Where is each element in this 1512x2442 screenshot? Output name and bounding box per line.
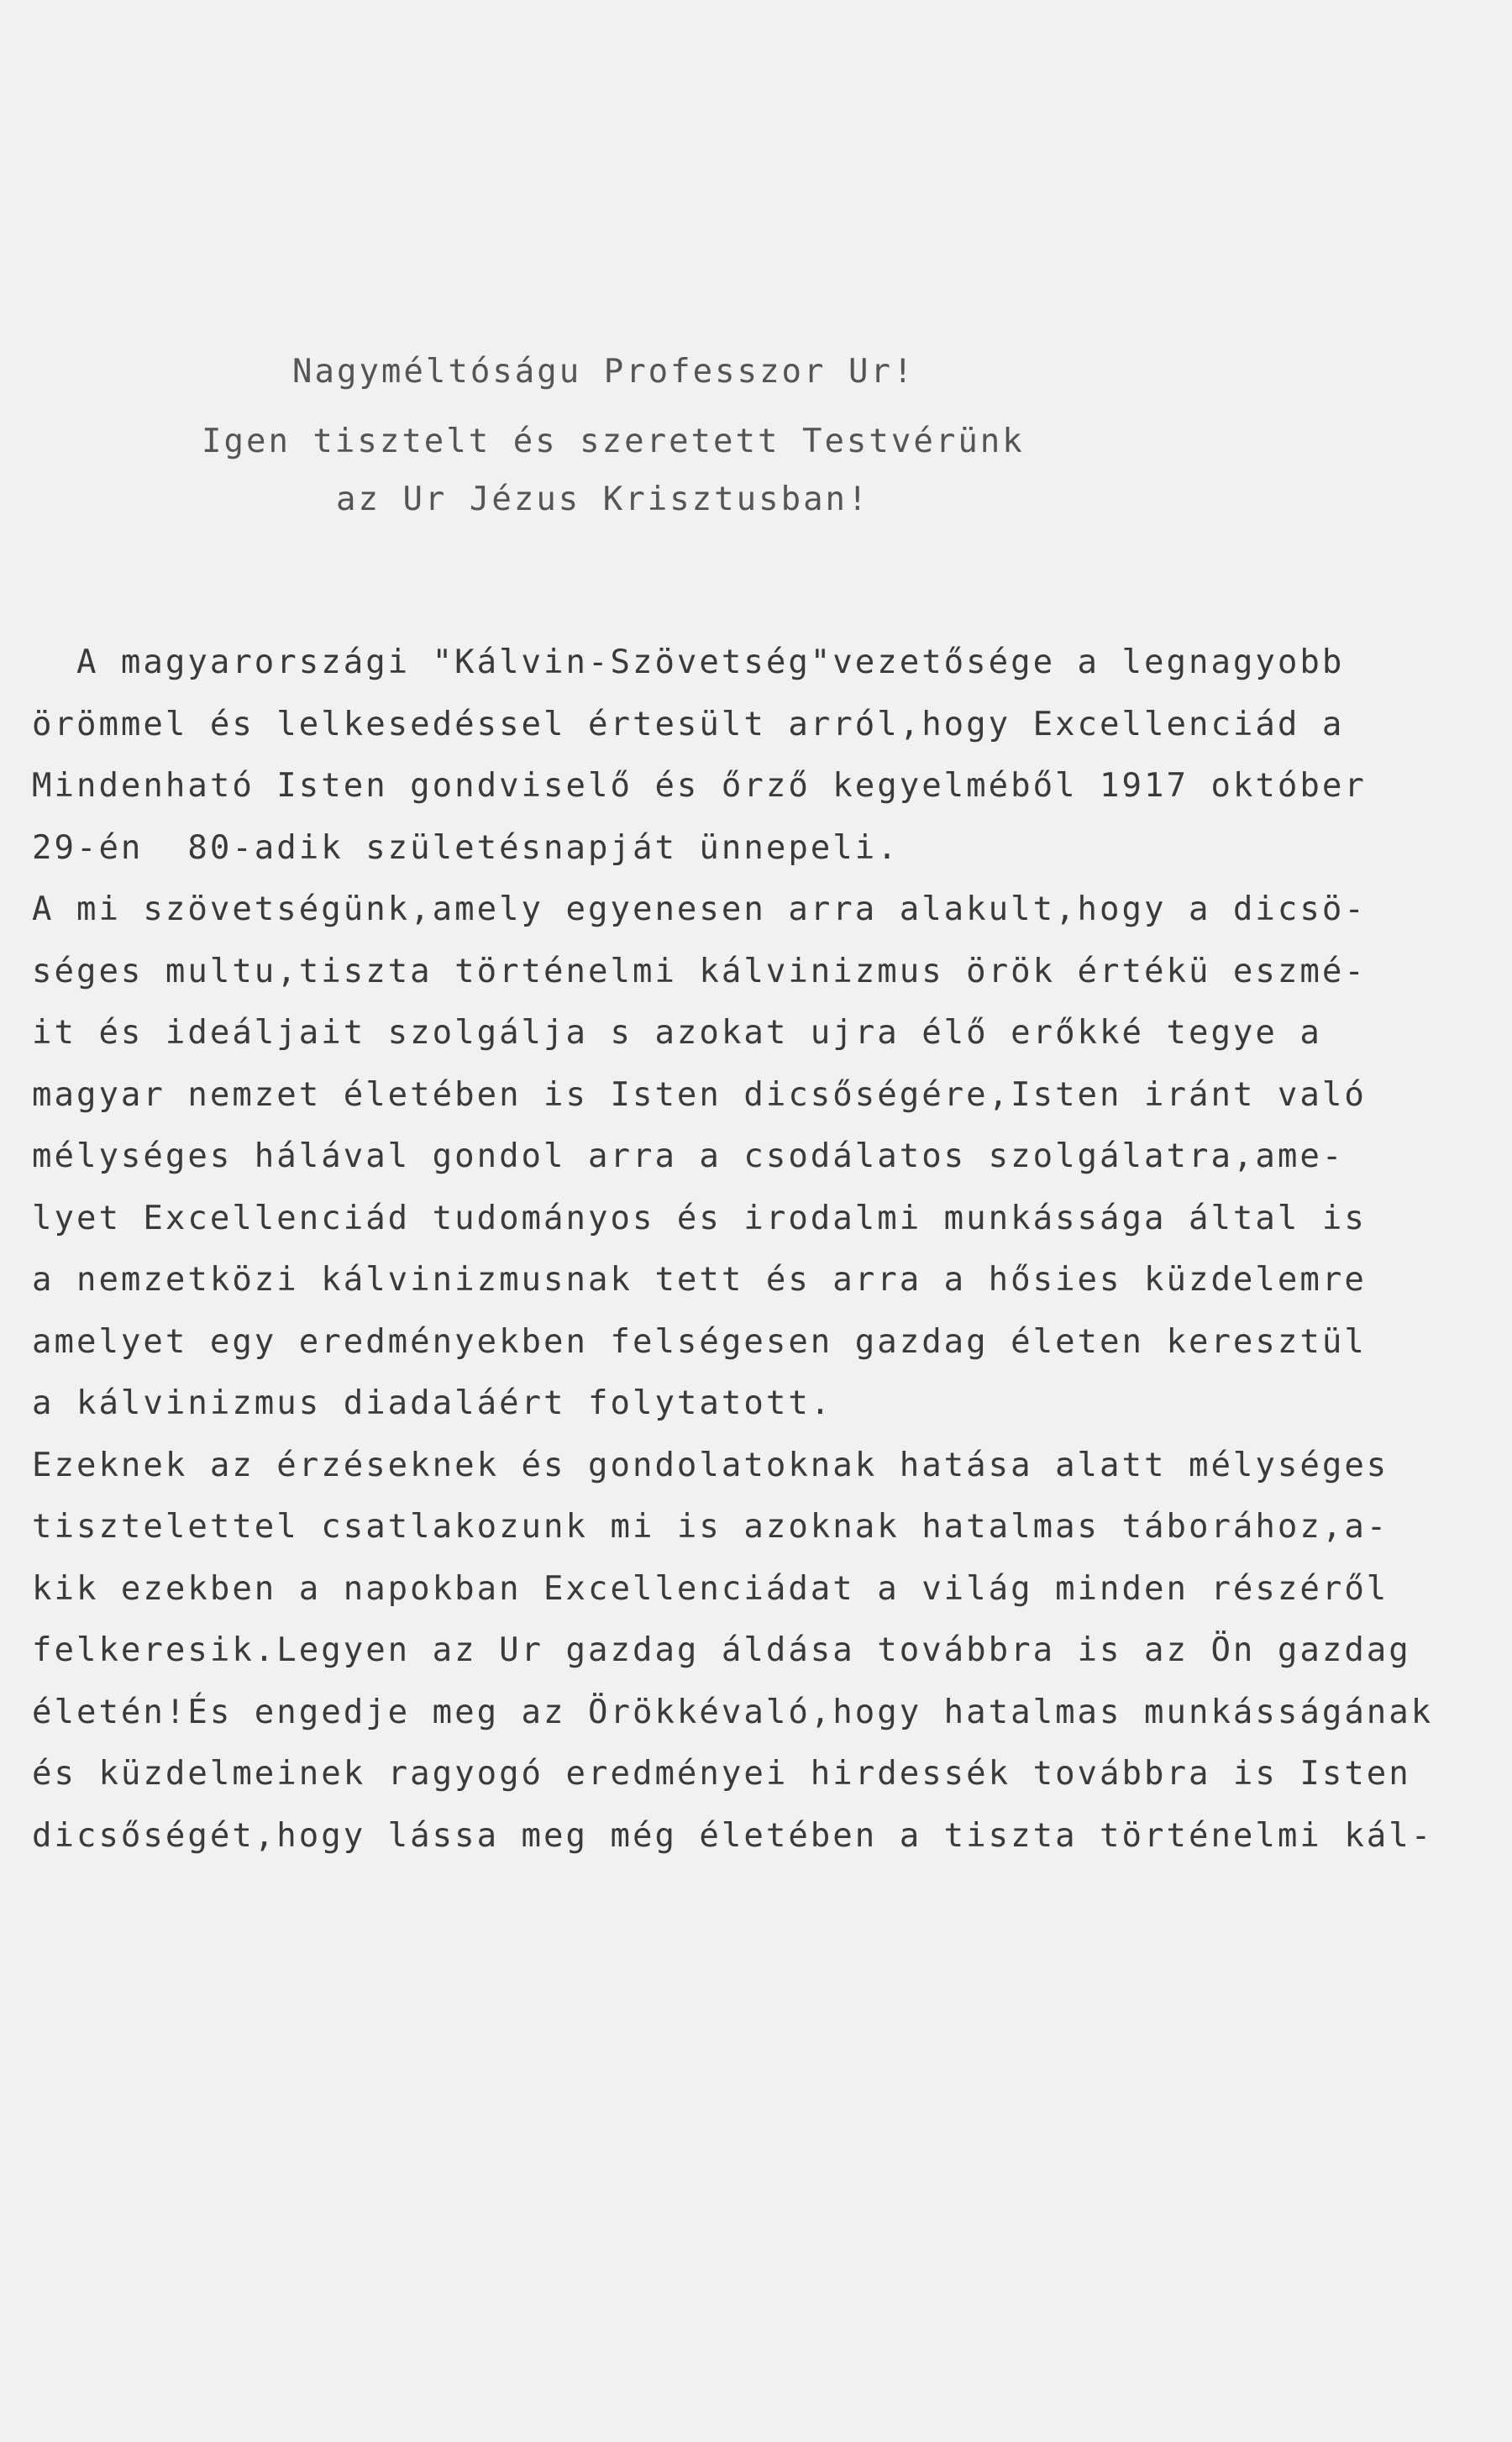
salutation-line: Nagyméltóságu Professzor Ur! xyxy=(292,353,916,391)
body-line: örömmel és lelkesedéssel értesült arról,hogy Excellenciád a xyxy=(32,705,1345,743)
body-line: Mindenható Isten gondviselő és őrző kegyelméből 1917 október xyxy=(32,767,1367,805)
body-line: Ezeknek az érzéseknek és gondolatoknak hatása alatt mélységes xyxy=(32,1446,1389,1484)
body-line: séges multu,tiszta történelmi kálvinizmus örök értékü eszmé- xyxy=(32,952,1367,990)
body-line: 29-én 80-adik születésnapját ünnepeli. xyxy=(32,828,900,867)
salutation-line: az Ur Jézus Krisztusban! xyxy=(336,481,870,518)
body-line: tisztelettel csatlakozunk mi is azoknak hatalmas táborához,a- xyxy=(32,1508,1389,1546)
body-line: életén!És engedje meg az Örökkévaló,hogy hatalmas munkásságának xyxy=(32,1693,1434,1731)
salutation-line: Igen tisztelt és szeretett Testvérünk xyxy=(202,423,1025,460)
body-line: A magyarországi "Kálvin-Szövetség"vezetősége a legnagyobb xyxy=(32,643,1345,681)
body-line: és küzdelmeinek ragyogó eredményei hirdessék továbbra is Isten xyxy=(32,1755,1411,1793)
body-line: dicsőségét,hogy lássa meg még életében a tiszta történelmi kál- xyxy=(32,1816,1434,1855)
body-line: lyet Excellenciád tudományos és irodalmi munkássága által is xyxy=(32,1199,1367,1237)
body-line: a nemzetközi kálvinizmusnak tett és arra a hősies küzdelemre xyxy=(32,1261,1367,1299)
body-line: it és ideáljait szolgálja s azokat ujra élő erőkké tegye a xyxy=(32,1014,1322,1052)
body-line: mélységes hálával gondol arra a csodálatos szolgálatra,ame- xyxy=(32,1137,1345,1175)
body-line: magyar nemzet életében is Isten dicsőségére,Isten iránt való xyxy=(32,1075,1367,1114)
body-line: kik ezekben a napokban Excellenciádat a világ minden részéről xyxy=(32,1569,1389,1608)
body-line: a kálvinizmus diadaláért folytatott. xyxy=(32,1384,833,1422)
letter-body xyxy=(32,632,1477,1867)
body-line: felkeresik.Legyen az Ur gazdag áldása továbbra is az Ön gazdag xyxy=(32,1631,1411,1669)
body-line: A mi szövetségünk,amely egyenesen arra alakult,hogy a dicsö- xyxy=(32,890,1367,928)
body-line: amelyet egy eredményekben felségesen gazdag életen keresztül xyxy=(32,1322,1367,1361)
